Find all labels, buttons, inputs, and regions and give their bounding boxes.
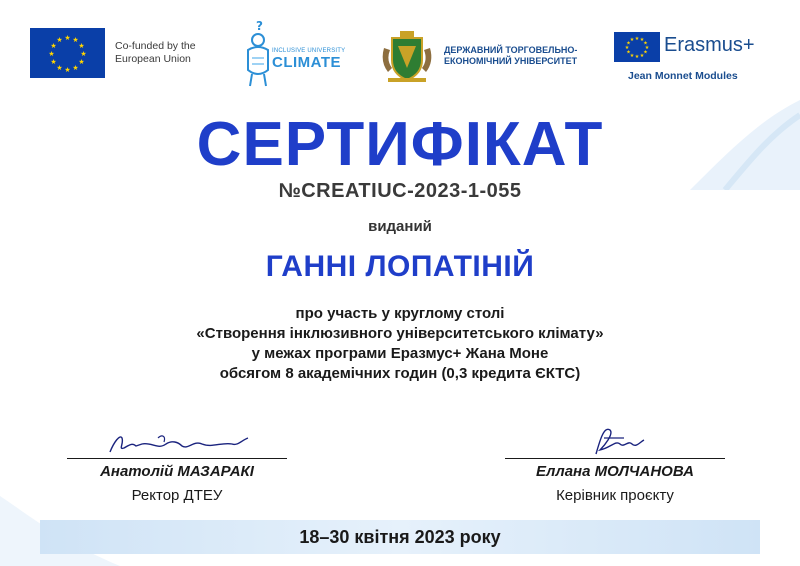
svg-text:★: ★ xyxy=(78,42,85,50)
svg-text:★: ★ xyxy=(80,50,87,58)
erasmus-jean-monnet-logo xyxy=(614,32,774,92)
handwritten-signature-right xyxy=(500,420,730,458)
svg-text:★: ★ xyxy=(634,36,640,42)
erasmus-eu-flag-icon xyxy=(614,32,660,62)
body-line-4: обсягом 8 академічних годин (0,3 кредита ЄКТС) xyxy=(219,365,581,382)
svg-text:★: ★ xyxy=(626,49,631,56)
handwritten-signature-left xyxy=(62,420,292,458)
erasmus-wordmark: Erasmus+ xyxy=(664,34,755,56)
svg-text:★: ★ xyxy=(643,49,648,56)
event-date: 18–30 квітня 2023 року xyxy=(299,526,501,547)
signature-block-right xyxy=(500,420,730,504)
certificate-title: СЕРТИФІКАТ xyxy=(196,110,604,179)
svg-text:★: ★ xyxy=(639,37,645,43)
signature-line-left xyxy=(67,458,287,459)
svg-text:★: ★ xyxy=(624,45,630,51)
svg-text:★: ★ xyxy=(629,53,635,59)
signature-line-right xyxy=(505,458,725,459)
svg-text:★: ★ xyxy=(64,34,71,42)
signatory-role-right: Керівник проєкту xyxy=(556,487,674,504)
svg-text:★: ★ xyxy=(644,45,650,51)
svg-text:★: ★ xyxy=(48,50,55,58)
svg-text:★: ★ xyxy=(639,53,645,59)
eu-text-line2: European Union xyxy=(115,53,191,65)
university-coat-of-arms-icon xyxy=(378,28,436,84)
signature-block-left xyxy=(62,420,292,504)
logo-row xyxy=(0,18,800,98)
eu-cofunded-logo xyxy=(30,28,196,78)
svg-text:★: ★ xyxy=(643,40,648,47)
signatory-name-right: Еллана МОЛЧАНОВА xyxy=(536,463,694,480)
recipient-name: ГАННІ ЛОПАТІНІЙ xyxy=(265,250,535,283)
svg-text:★: ★ xyxy=(634,54,640,60)
svg-text:★: ★ xyxy=(72,36,79,44)
climate-small-text: INCLUSIVE UNIVERSITY xyxy=(272,48,346,54)
climate-big-text: CLIMATE xyxy=(272,54,342,71)
body-line-3: у межах програми Еразмус+ Жана Моне xyxy=(251,345,549,362)
svg-text:★: ★ xyxy=(626,40,631,47)
date-band xyxy=(40,520,760,554)
certificate-body xyxy=(0,304,800,384)
university-name-line1: ДЕРЖАВНИЙ ТОРГОВЕЛЬНО- xyxy=(444,45,578,55)
inclusive-climate-logo xyxy=(238,18,348,90)
svg-text:?: ? xyxy=(256,19,263,33)
certificate-number: №CREATIUC-2023-1-055 xyxy=(278,180,522,202)
svg-text:★: ★ xyxy=(64,66,71,74)
svg-text:★: ★ xyxy=(50,58,57,66)
svg-text:★: ★ xyxy=(50,42,57,50)
signatory-name-left: Анатолій МАЗАРАКІ xyxy=(100,463,254,480)
signatory-role-left: Ректор ДТЕУ xyxy=(131,487,223,504)
university-name-line2: ЕКОНОМІЧНИЙ УНІВЕРСИТЕТ xyxy=(444,56,578,66)
svg-text:★: ★ xyxy=(56,36,63,44)
eu-flag-icon xyxy=(30,28,105,78)
jean-monnet-text: Jean Monnet Modules xyxy=(628,70,738,82)
university-logo xyxy=(378,28,577,84)
body-line-2: «Створення інклюзивного університетського клімату» xyxy=(196,325,604,342)
body-line-1: про участь у круглому столі xyxy=(295,305,505,322)
issued-label: виданий xyxy=(368,218,432,235)
svg-text:★: ★ xyxy=(72,64,79,72)
svg-text:★: ★ xyxy=(78,58,85,66)
svg-text:★: ★ xyxy=(56,64,63,72)
university-name xyxy=(444,45,577,67)
eu-cofunded-text xyxy=(115,40,196,66)
eu-text-line1: Co-funded by the xyxy=(115,40,196,52)
svg-text:★: ★ xyxy=(629,37,635,43)
